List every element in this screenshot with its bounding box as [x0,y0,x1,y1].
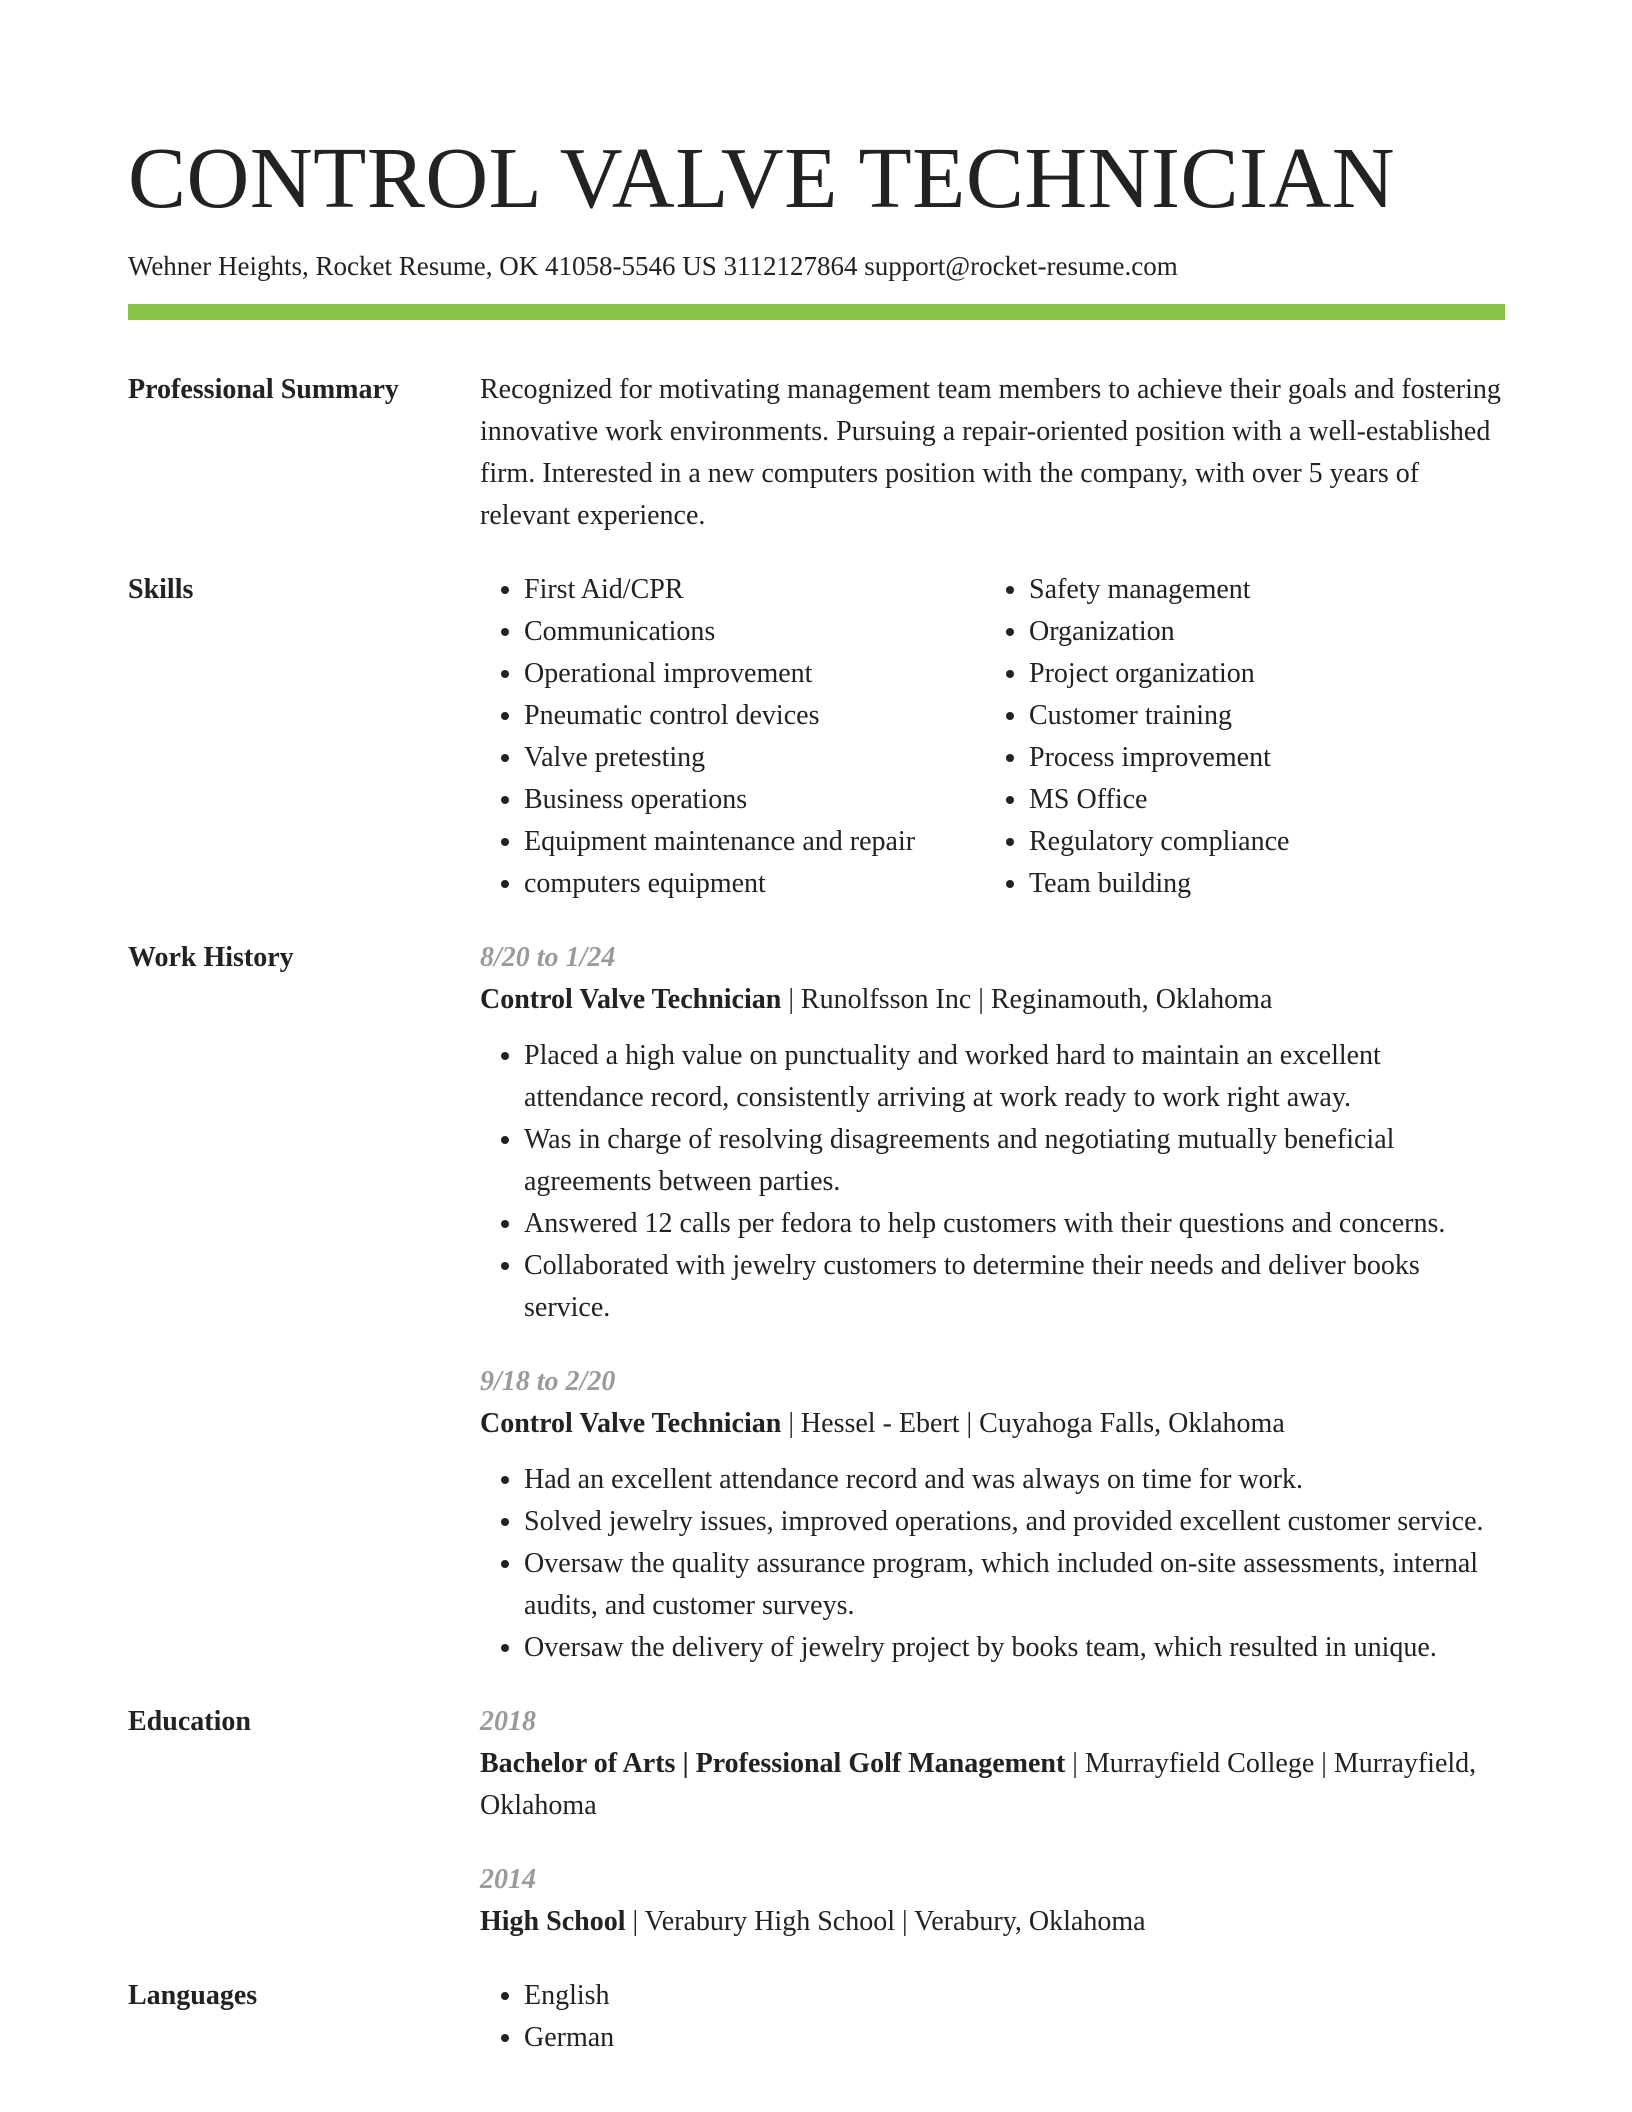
job-bullets [480,1035,1505,1329]
education-heading [480,1901,1505,1943]
education-details: | Murrayfield College | Murrayfield, Oklahoma [480,1748,1477,1821]
header-divider [128,304,1505,320]
education-details: | Verabury High School | Verabury, Oklahoma [625,1906,1146,1937]
work-history-title: Work History [128,942,294,973]
skill-item: • Valve pretesting [524,737,985,779]
job-bullet: • Oversaw the delivery of jewelry project by books team, which resulted in unique. [524,1627,1505,1669]
skill-item: • Customer training [1029,695,1490,737]
skill-item: • Operational improvement [524,653,985,695]
skill-item: • First Aid/CPR [524,569,985,611]
skills-list-left [480,569,985,905]
job-dates: 8/20 to 1/24 [480,942,616,973]
skill-item: • Business operations [524,779,985,821]
skills-section [128,569,1505,905]
language-item: • German [524,2017,1505,2059]
summary-section [128,369,1505,537]
education-title: Education [128,1706,251,1737]
education-year: 2014 [480,1864,536,1895]
skill-item: • Equipment maintenance and repair [524,821,985,863]
job-bullet: • Collaborated with jewelry customers to determine their needs and deliver books service. [524,1245,1505,1329]
job-bullet: • Oversaw the quality assurance program, which included on-site assessments, internal audits, and customer surveys. [524,1543,1505,1627]
languages-title: Languages [128,1980,258,2011]
skill-item: • Pneumatic control devices [524,695,985,737]
skill-item: • Team building [1029,863,1490,905]
summary-text: Recognized for motivating management team members to achieve their goals and fostering innovative work environments. Pursuing a repair-oriented position with a well-established firm. Interested in a new computers position with the company, with over 5 years of relevant experience. [480,374,1501,531]
job-entry [480,1361,1505,1669]
summary-title: Professional Summary [128,374,399,405]
job-role: Control Valve Technician [480,984,782,1015]
job-bullet: • Solved jewelry issues, improved operations, and provided excellent customer service. [524,1501,1505,1543]
job-bullet: • Placed a high value on punctuality and worked hard to maintain an excellent attendance record, consistently arriving at work ready to work right away. [524,1035,1505,1119]
skill-item: • Safety management [1029,569,1490,611]
education-degree: High School [480,1906,626,1937]
job-dates: 9/18 to 2/20 [480,1366,616,1397]
education-section [128,1701,1505,1943]
skills-list-right [985,569,1490,905]
job-bullet: • Was in charge of resolving disagreements and negotiating mutually beneficial agreements between parties. [524,1119,1505,1203]
skill-item: • Process improvement [1029,737,1490,779]
languages-section [128,1975,1505,2059]
skill-item: • Communications [524,611,985,653]
job-heading [480,1403,1505,1445]
contact-line: Wehner Heights, Rocket Resume, OK 41058-5546 US 3112127864 support@rocket-resume.com [128,251,1178,281]
education-entry [480,1859,1505,1943]
skills-title: Skills [128,574,194,605]
job-details: | Runolfsson Inc | Reginamouth, Oklahoma [781,984,1273,1015]
job-role: Control Valve Technician [480,1408,782,1439]
education-degree: Bachelor of Arts | Professional Golf Management [480,1748,1066,1779]
job-bullet: • Answered 12 calls per fedora to help customers with their questions and concerns. [524,1203,1505,1245]
work-history-section [128,937,1505,1669]
skill-item: • Regulatory compliance [1029,821,1490,863]
language-item: • English [524,1975,1505,2017]
job-entry [480,937,1505,1329]
education-entry [480,1701,1505,1827]
skill-item: • MS Office [1029,779,1490,821]
education-heading [480,1743,1505,1827]
job-bullet: • Had an excellent attendance record and was always on time for work. [524,1459,1505,1501]
job-details: | Hessel - Ebert | Cuyahoga Falls, Oklahoma [781,1408,1285,1439]
languages-list [480,1975,1505,2059]
skill-item: • Organization [1029,611,1490,653]
job-bullets [480,1459,1505,1669]
resume-name: CONTROL VALVE TECHNICIAN [128,129,1396,226]
skill-item: • Project organization [1029,653,1490,695]
job-heading [480,979,1505,1021]
skill-item: • computers equipment [524,863,985,905]
education-year: 2018 [480,1706,536,1737]
